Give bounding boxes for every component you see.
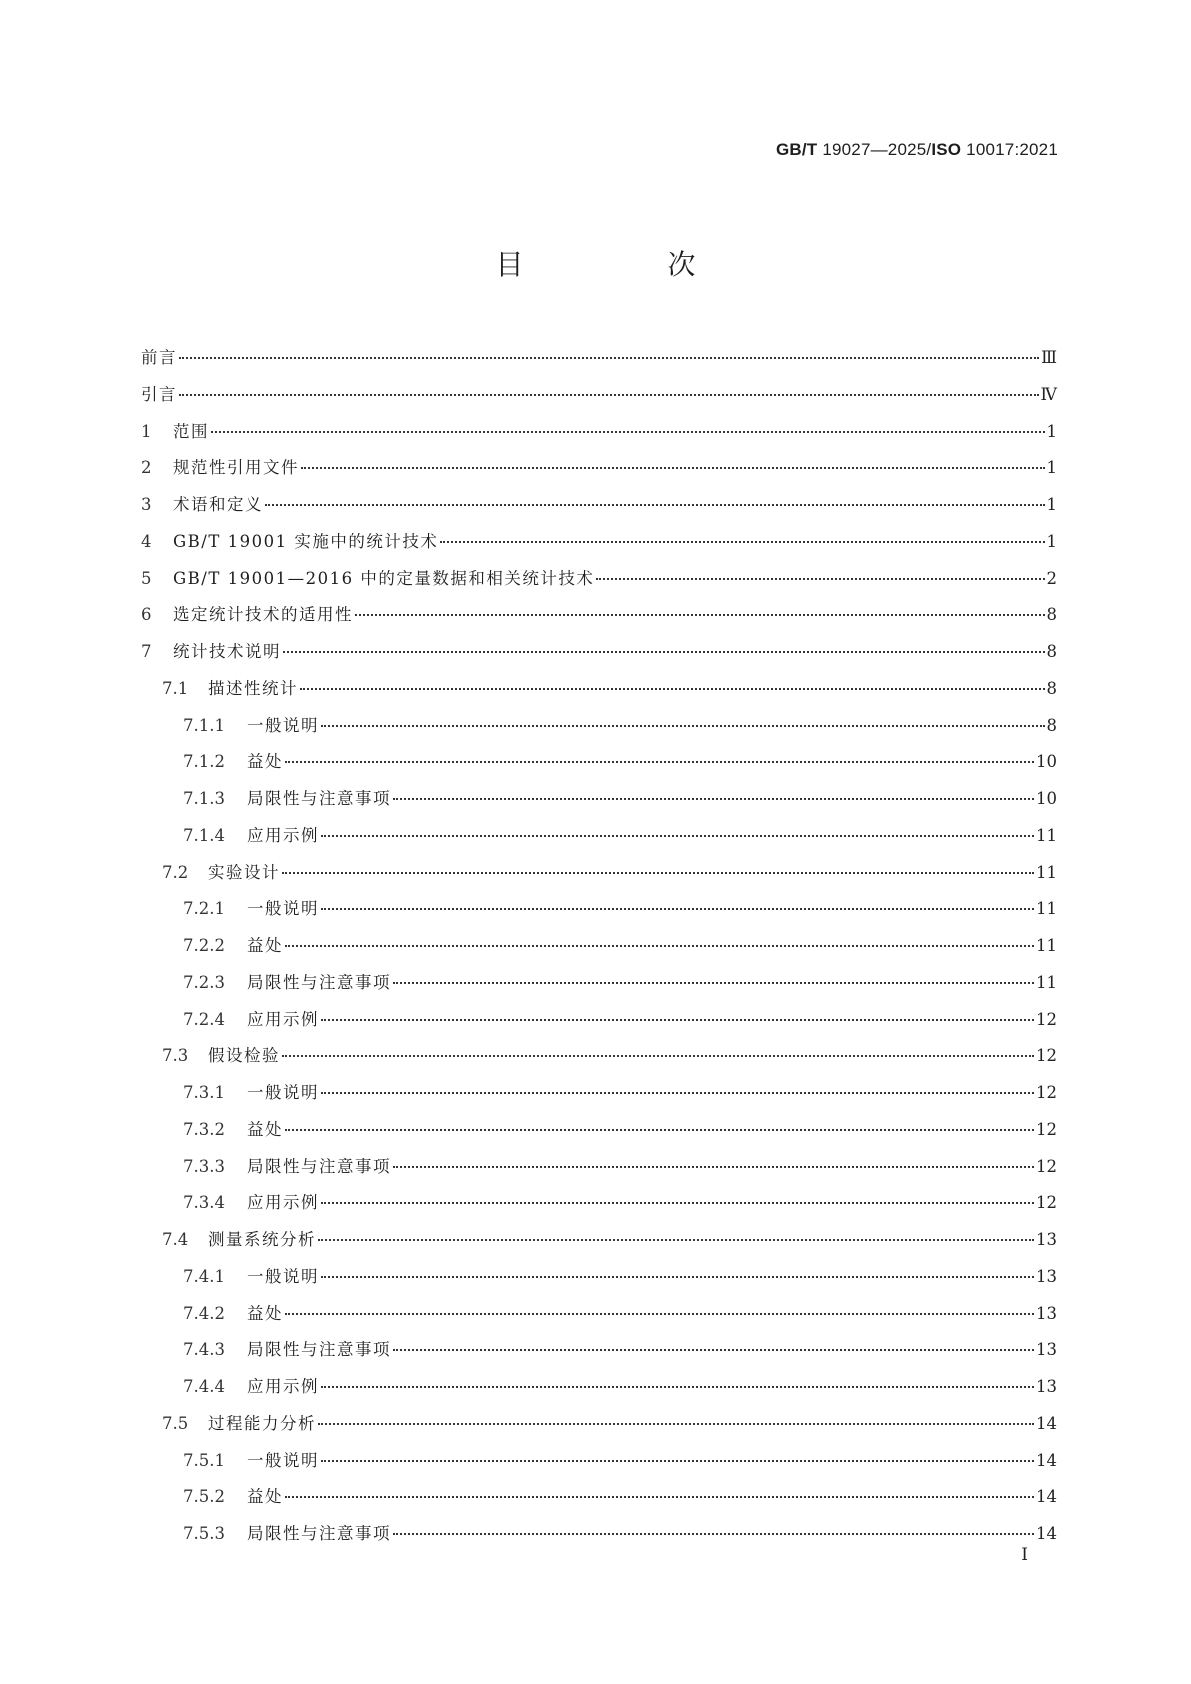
page-title: 目 次 [495, 248, 754, 281]
toc-entry[interactable] [141, 1443, 1057, 1480]
dot-leader [285, 1313, 1034, 1315]
toc-entry-page: 8 [1046, 605, 1057, 625]
toc-entry-page: 13 [1036, 1230, 1057, 1249]
toc-entry-number: 7.4 [162, 1230, 189, 1249]
std-number: 19027—2025/ [822, 140, 932, 159]
toc-entry[interactable] [141, 450, 1057, 487]
toc-entry-page: 2 [1046, 568, 1057, 588]
toc-entry-label: 过程能力分析 [208, 1413, 316, 1433]
dot-leader [393, 982, 1034, 984]
toc-entry-page: 10 [1036, 789, 1057, 808]
toc-entry-label: 局限性与注意事项 [247, 1340, 391, 1360]
toc-entry-label: 应用示例 [247, 1377, 319, 1396]
toc-entry[interactable] [141, 1038, 1057, 1075]
dot-leader [318, 1239, 1034, 1241]
dot-leader [300, 688, 1045, 690]
toc-entry-page: 12 [1036, 1009, 1057, 1029]
dot-leader [393, 1166, 1034, 1168]
toc-entry-number: 6 [141, 605, 152, 625]
toc-entry-number: 5 [141, 568, 152, 588]
toc-entry-label: 描述性统计 [208, 678, 298, 698]
toc-entry[interactable] [141, 634, 1057, 671]
toc-entry-label: 一般说明 [247, 715, 319, 735]
toc-entry-page: 12 [1036, 1046, 1057, 1066]
toc-entry[interactable] [141, 487, 1057, 524]
toc-entry-number: 4 [141, 531, 152, 551]
toc-entry-label: 局限性与注意事项 [247, 1156, 391, 1176]
toc-entry[interactable] [141, 340, 1057, 377]
toc-entry-number: 7.2 [162, 862, 189, 882]
dot-leader [285, 945, 1034, 947]
dot-leader [285, 761, 1034, 763]
toc-entry-number: 7.1.1 [183, 715, 225, 735]
dot-leader [301, 467, 1045, 469]
toc-entry[interactable] [141, 524, 1057, 561]
dot-leader [596, 578, 1044, 580]
toc-entry-page: Ⅳ [1040, 384, 1057, 404]
dot-leader [265, 504, 1045, 506]
toc-entry-page: 14 [1036, 1487, 1057, 1507]
toc-entry[interactable] [141, 855, 1057, 892]
toc-entry-page: 14 [1036, 1524, 1057, 1543]
toc-entry-label: 假设检验 [208, 1046, 280, 1066]
toc-entry[interactable] [141, 1002, 1057, 1039]
toc-entry-label: 术语和定义 [173, 495, 263, 514]
dot-leader [283, 651, 1045, 653]
toc-entry-page: 11 [1036, 936, 1057, 955]
toc-entry-page: 11 [1036, 899, 1057, 919]
dot-leader [321, 1276, 1034, 1278]
toc-entry-label: 一般说明 [247, 899, 319, 919]
toc-entry-page: 10 [1036, 752, 1057, 772]
toc-entry[interactable] [141, 1112, 1057, 1149]
toc-entry-page: 12 [1036, 1119, 1057, 1139]
toc-entry[interactable] [141, 744, 1057, 781]
toc-entry-page: 14 [1036, 1413, 1057, 1433]
toc-entry[interactable] [141, 1185, 1057, 1222]
dot-leader [321, 908, 1034, 910]
toc-entry[interactable] [141, 1332, 1057, 1369]
toc-entry-number: 7.5 [162, 1413, 189, 1433]
toc-entry-label: 应用示例 [247, 825, 319, 845]
toc-entry-label: 益处 [247, 1487, 283, 1507]
toc-entry-number: 7.3.2 [183, 1119, 225, 1139]
toc-entry-page: 12 [1036, 1083, 1057, 1102]
toc-entry-label: 实验设计 [208, 862, 280, 882]
toc-entry-number: 7.4.2 [183, 1303, 225, 1323]
dot-leader [179, 394, 1039, 396]
toc-entry-number: 7.5.2 [183, 1487, 225, 1507]
toc-entry-number: 7.2.2 [183, 936, 225, 955]
dot-leader [321, 1460, 1034, 1462]
toc-entry[interactable] [141, 597, 1057, 634]
dot-leader [321, 1092, 1034, 1094]
toc-entry-number: 1 [141, 421, 152, 441]
toc-entry[interactable] [141, 891, 1057, 928]
footer-page-number: I [1021, 1545, 1028, 1565]
toc-entry-page: 13 [1036, 1266, 1057, 1286]
toc-entry-label: 益处 [247, 752, 283, 772]
toc-entry[interactable] [141, 1075, 1057, 1112]
toc-entry-number: 7.4.1 [183, 1266, 225, 1286]
toc-entry-number: 7.4.4 [183, 1377, 225, 1396]
dot-leader [321, 1386, 1034, 1388]
toc-entry[interactable] [141, 1406, 1057, 1443]
toc-entry-page: 12 [1036, 1193, 1057, 1213]
dot-leader [179, 357, 1039, 359]
toc-entry-number: 3 [141, 495, 152, 514]
toc-entry-label: GB/T 19001—2016 中的定量数据和相关统计技术 [173, 568, 595, 588]
toc-entry-label: 选定统计技术的适用性 [173, 605, 353, 625]
toc-entry-label: 前言 [141, 348, 177, 367]
toc-entry-label: GB/T 19001 实施中的统计技术 [173, 531, 439, 551]
dot-leader [393, 1533, 1034, 1535]
toc-entry-page: 13 [1036, 1340, 1057, 1360]
dot-leader [282, 872, 1034, 874]
toc-entry[interactable] [141, 1149, 1057, 1186]
dot-leader [321, 1202, 1034, 1204]
dot-leader [393, 798, 1034, 800]
toc-entry-label: 益处 [247, 1303, 283, 1323]
toc-entry-page: 8 [1046, 678, 1057, 698]
toc-entry-label: 局限性与注意事项 [247, 789, 391, 808]
dot-leader [211, 431, 1045, 433]
toc-entry-page: 14 [1036, 1450, 1057, 1470]
toc-entry-number: 7.1.2 [183, 752, 225, 772]
toc-entry-label: 统计技术说明 [173, 642, 281, 661]
toc-entry-label: 益处 [247, 1119, 283, 1139]
toc-entry-number: 7.2.4 [183, 1009, 225, 1029]
toc-entry-number: 7.3.4 [183, 1193, 225, 1213]
std-prefix: GB/T [775, 140, 818, 159]
dot-leader [321, 1019, 1034, 1021]
toc-entry-label: 益处 [247, 936, 283, 955]
toc-entry[interactable] [141, 1222, 1057, 1259]
toc-entry-number: 7.1 [162, 678, 189, 698]
toc-entry-number: 7.2.3 [183, 972, 225, 992]
dot-leader [321, 835, 1034, 837]
toc-entry[interactable] [141, 781, 1057, 818]
toc-entry[interactable] [141, 1369, 1057, 1406]
toc-entry-page: 13 [1036, 1303, 1057, 1323]
toc-entry-number: 7.1.3 [183, 789, 225, 808]
toc-entry-page: 11 [1036, 825, 1057, 845]
toc-entry-page: Ⅲ [1041, 348, 1057, 367]
dot-leader [440, 541, 1044, 543]
toc-entry-page: 11 [1036, 972, 1057, 992]
toc-entry[interactable] [141, 1296, 1057, 1333]
toc-entry[interactable] [141, 818, 1057, 855]
toc-entry-page: 1 [1046, 531, 1057, 551]
toc-entry-page: 1 [1046, 458, 1057, 478]
toc-entry-label: 应用示例 [247, 1009, 319, 1029]
toc-entry-number: 7 [141, 642, 152, 661]
toc-entry-page: 12 [1036, 1156, 1057, 1176]
toc-entry-label: 测量系统分析 [208, 1230, 316, 1249]
iso-prefix: ISO [931, 140, 962, 159]
toc-entry-label: 局限性与注意事项 [247, 1524, 391, 1543]
dot-leader [285, 1129, 1034, 1131]
toc-entry-page: 1 [1046, 421, 1057, 441]
toc-entry-page: 1 [1046, 495, 1057, 514]
toc-entry[interactable] [141, 1479, 1057, 1516]
dot-leader [318, 1423, 1034, 1425]
toc-entry[interactable] [141, 928, 1057, 965]
toc-entry[interactable] [141, 708, 1057, 745]
dot-leader [321, 725, 1045, 727]
toc-entry-label: 规范性引用文件 [173, 458, 299, 478]
toc-entry-page: 8 [1046, 642, 1057, 661]
standard-code-header [776, 140, 1058, 160]
toc-entry[interactable] [141, 671, 1057, 708]
toc-entry-number: 2 [141, 458, 152, 478]
toc-entry[interactable] [141, 414, 1057, 451]
iso-number: 10017:2021 [966, 140, 1058, 159]
dot-leader [355, 614, 1045, 616]
dot-leader [285, 1496, 1034, 1498]
toc-entry-number: 7.1.4 [183, 825, 225, 845]
toc-entry-label: 范围 [173, 421, 209, 441]
toc-entry-number: 7.3.1 [183, 1083, 225, 1102]
toc-entry-label: 一般说明 [247, 1450, 319, 1470]
toc-entry[interactable] [141, 965, 1057, 1002]
toc-entry-number: 7.3.3 [183, 1156, 225, 1176]
table-of-contents [141, 340, 1057, 1553]
toc-entry[interactable] [141, 1259, 1057, 1296]
dot-leader [393, 1349, 1034, 1351]
toc-entry-label: 引言 [141, 384, 177, 404]
toc-entry[interactable] [141, 561, 1057, 598]
toc-entry-number: 7.2.1 [183, 899, 225, 919]
toc-entry-page: 13 [1036, 1377, 1057, 1396]
toc-entry-label: 一般说明 [247, 1266, 319, 1286]
dot-leader [282, 1055, 1034, 1057]
toc-entry-number: 7.5.3 [183, 1524, 225, 1543]
toc-entry-number: 7.4.3 [183, 1340, 225, 1360]
toc-entry-label: 局限性与注意事项 [247, 972, 391, 992]
toc-entry[interactable] [141, 1516, 1057, 1553]
toc-entry-page: 8 [1046, 715, 1057, 735]
toc-entry-page: 11 [1036, 862, 1057, 882]
toc-entry-number: 7.5.1 [183, 1450, 225, 1470]
toc-entry[interactable] [141, 377, 1057, 414]
toc-entry-number: 7.3 [162, 1046, 189, 1066]
toc-entry-label: 一般说明 [247, 1083, 319, 1102]
toc-entry-label: 应用示例 [247, 1193, 319, 1213]
